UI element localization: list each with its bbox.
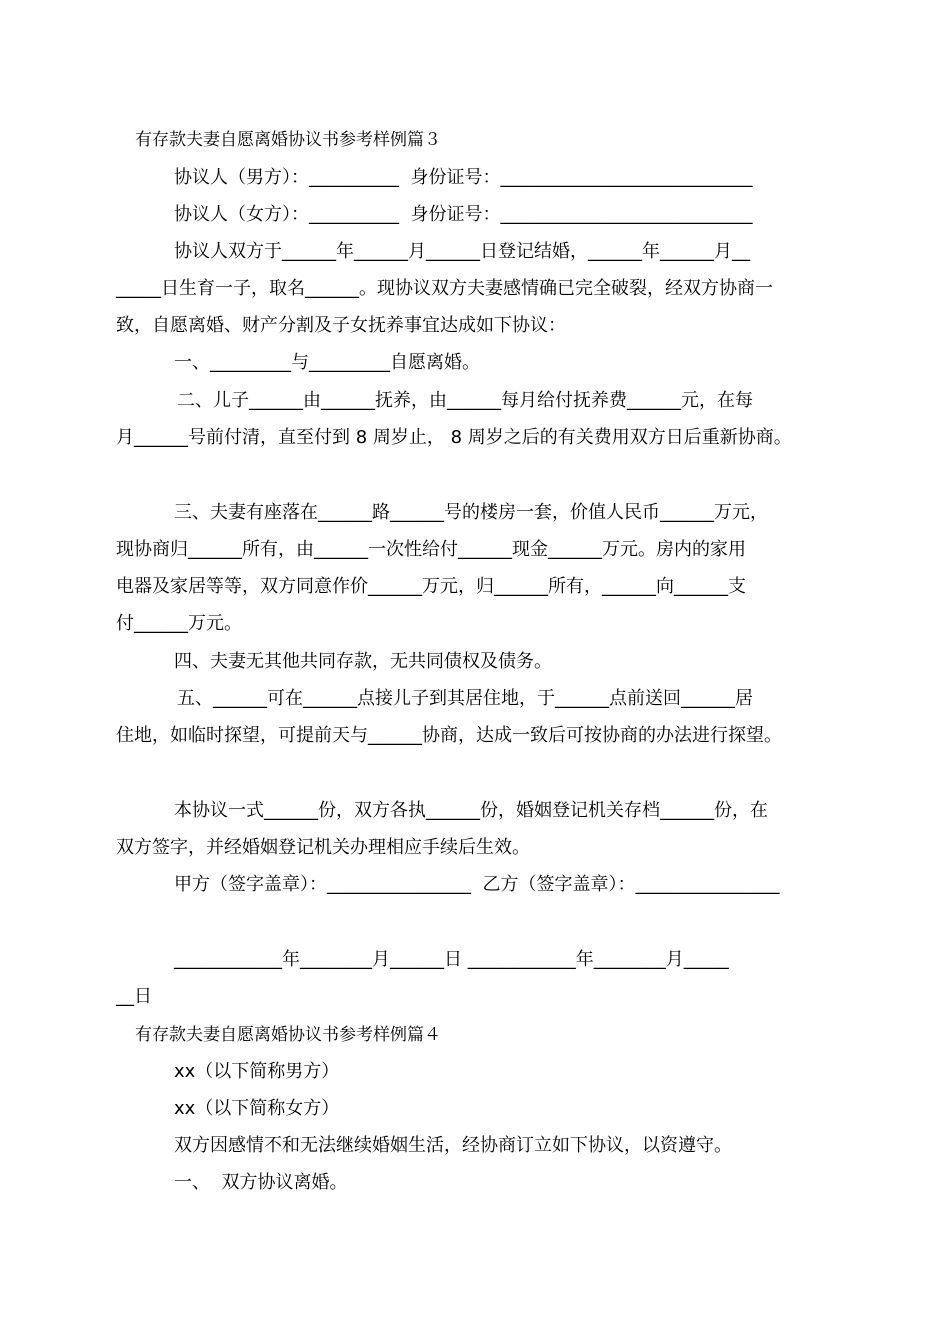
clause-four: 四、夫妻无其他共同存款，无共同债权及债务。 xyxy=(174,651,552,672)
clause-three: 三、夫妻有座落在______路______号的楼房一套，价值人民币______万元， xyxy=(174,502,768,523)
section-title-4: 有存款夫妻自愿离婚协议书参考样例篇４ xyxy=(135,1025,441,1045)
paragraph-line: _____日生育一子，取名______。现协议双方夫妻感情确已完全破裂，经双方协商一 xyxy=(116,278,773,299)
paragraph-line: 付______万元。 xyxy=(116,613,242,634)
female-party-line: 协议人（女方）：__________ 身份证号：____________________________ xyxy=(174,204,753,225)
paragraph-line: 电器及家居等等，双方同意作价______万元，归______所有，______向______支 xyxy=(116,576,746,597)
paragraph-line: 双方签字，并经婚姻登记机关办理相应手续后生效。 xyxy=(116,837,530,858)
section-title-3: 有存款夫妻自愿离婚协议书参考样例篇３ xyxy=(135,130,441,150)
agreement-copies: 本协议一式______份，双方各执______份，婚姻登记机关存档______份，在 xyxy=(174,800,768,821)
clause-five: 五、______可在______点接儿子到其居住地，于______点前送回______居 xyxy=(177,688,753,709)
date-line: ____________年________月______日 ____________年________月_____ xyxy=(174,949,729,970)
male-party-name: xx（以下简称男方） xyxy=(174,1061,340,1082)
paragraph-line: 协议人双方于______年______月______日登记结婚，______年______月__ xyxy=(174,241,750,262)
paragraph-line: 月______号前付清，直至付到 8 周岁止， 8 周岁之后的有关费用双方日后重新协商。 xyxy=(116,427,792,448)
female-party-name: xx（以下简称女方） xyxy=(174,1098,340,1119)
male-party-line: 协议人（男方）：__________ 身份证号：____________________________ xyxy=(174,167,753,188)
paragraph-line: 双方因感情不和无法继续婚姻生活，经协商订立如下协议，以资遵守。 xyxy=(174,1135,732,1156)
signature-line: 甲方（签字盖章）：________________ 乙方（签字盖章）：________________ xyxy=(174,874,780,895)
clause-two: 二、儿子______由______抚养，由______每月给付抚养费______元，在每 xyxy=(177,390,753,411)
paragraph-line: 现协商归______所有，由______一次性给付______现金______万元。房内的家用 xyxy=(116,539,746,560)
paragraph-line: 致，自愿离婚、财产分割及子女抚养事宜达成如下协议： xyxy=(116,315,566,336)
date-line-end: __日 xyxy=(116,986,152,1007)
clause-one: 一、_________与_________自愿离婚。 xyxy=(174,352,480,373)
paragraph-line: 住地，如临时探望，可提前天与______协商，达成一致后可按协商的办法进行探望。 xyxy=(116,725,782,746)
clause-one-divorce: 一、 双方协议离婚。 xyxy=(174,1172,348,1193)
